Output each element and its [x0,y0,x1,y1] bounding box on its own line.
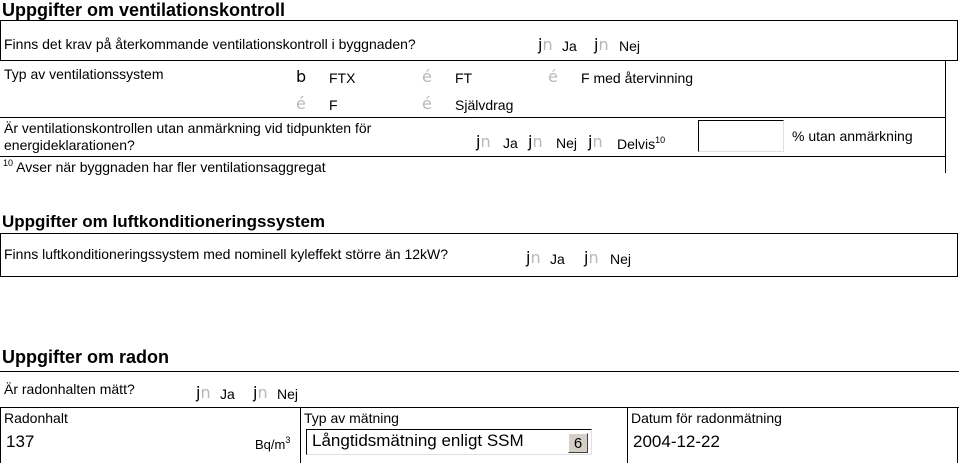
percent-suffix: % utan anmärkning [792,128,913,144]
radio-remarks-delvis-label: Delvis$^{10}$ [617,135,666,152]
radio-ac-ja-label: Ja [550,251,565,267]
measurement-date-value[interactable]: 2004-12-22 [633,432,720,451]
radio-ac-nej[interactable]: jn [584,248,599,267]
radon-unit: $Bq/m^3$ [255,435,291,452]
radio-radon-ja[interactable]: jn [196,383,211,402]
footnote-ref: 10 [655,135,666,145]
checkbox-f-med-atervinning[interactable]: é [548,67,558,86]
measurement-type-label: Typ av mätning [304,410,399,426]
radon-level-value[interactable]: 137 [6,432,35,451]
radio-remarks-nej[interactable]: jn [528,132,543,151]
checkbox-ftx-checked[interactable]: b [296,67,307,86]
checkbox-sjalvdrag[interactable]: é [422,94,432,113]
option-f-med-atervinning-label: F med återvinning [581,70,694,86]
radon-grid-top [0,407,959,408]
radon-measured-question: Är radonhalten mätt? [4,381,135,397]
checkbox-ft[interactable]: é [422,67,432,86]
radio-recurring-ja-label: Ja [562,38,577,54]
radon-grid-right [957,407,958,463]
checkbox-f[interactable]: é [296,94,306,113]
option-ftx-label: FTX [329,70,356,86]
radon-top-line [0,371,959,372]
radio-ac-nej-label: Nej [610,251,632,267]
radon-grid-divider [300,407,301,463]
percent-input[interactable] [698,120,784,152]
option-f-label: F [329,97,338,113]
radon-grid-left [0,407,1,463]
ventilation-heading: Uppgifter om ventilationskontroll [2,0,286,20]
measurement-type-value: Långtidsmätning enligt SSM [312,431,524,450]
option-sjalvdrag-label: Självdrag [455,97,514,113]
radon-grid-divider [627,407,628,463]
row-divider [0,117,946,118]
remarks-question-line1: Är ventilationskontrollen utan anmärkning vid tidpunkten för [4,120,372,136]
radio-remarks-ja[interactable]: jn [476,132,491,151]
radio-remarks-delvis[interactable]: jn [588,132,603,151]
radio-ac-ja[interactable]: jn [526,248,541,267]
recurring-question: Finns det krav på återkommande ventilationskontroll i byggnaden? [4,36,416,52]
ac-question: Finns luftkonditioneringssystem med nominell kyleffekt större än 12kW? [4,246,449,262]
footnote: $^{10}$ Avser när byggnaden har fler ventilationsaggregat [3,158,326,175]
measurement-date-label: Datum för radonmätning [631,410,782,426]
ac-heading: Uppgifter om luftkonditioneringssystem [2,212,326,231]
radio-recurring-nej-label: Nej [619,38,641,54]
radio-remarks-nej-label: Nej [556,135,578,151]
radio-recurring-nej[interactable]: jn [594,35,609,54]
remarks-question-line2: energideklarationen? [4,137,135,153]
radio-remarks-ja-label: Ja [503,135,518,151]
footnote-number: 10 [3,158,14,168]
radio-radon-nej[interactable]: jn [253,383,268,402]
radio-radon-nej-label: Nej [277,386,299,402]
dropdown-arrow-icon[interactable]: 6 [568,433,588,453]
radon-level-label: Radonhalt [4,410,68,426]
option-ft-label: FT [455,70,473,86]
system-type-label: Typ av ventilationssystem [4,66,164,82]
row-divider [0,156,946,157]
radon-heading: Uppgifter om radon [2,347,169,367]
radio-recurring-ja[interactable]: jn [538,35,553,54]
radio-radon-ja-label: Ja [220,386,235,402]
